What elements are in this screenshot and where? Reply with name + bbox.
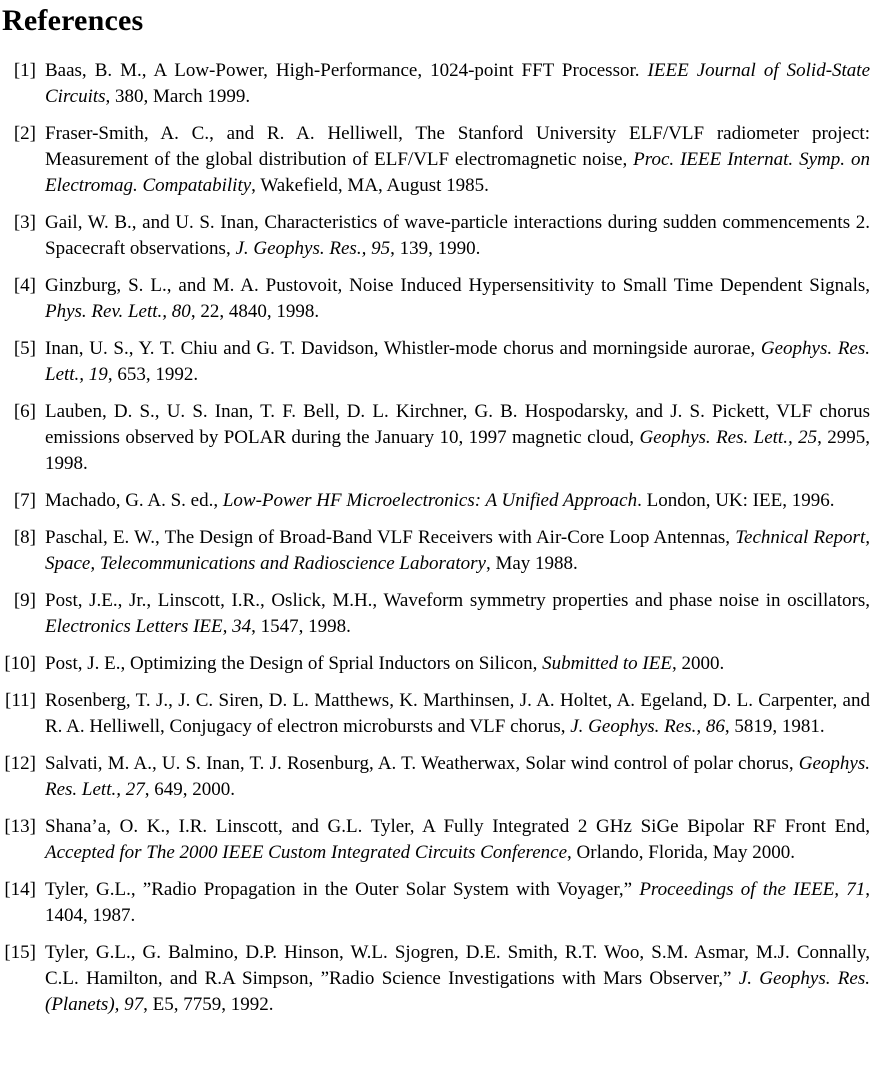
reference-text — [45, 877, 870, 929]
reference-text — [45, 273, 870, 325]
reference-text — [45, 588, 870, 640]
reference-segment-italic: J. Geophys. Res. (Planets), 97 — [45, 968, 870, 1015]
reference-item — [2, 940, 870, 1018]
reference-segment: , Wakefield, MA, August 1985. — [251, 175, 489, 196]
reference-label: [6] — [13, 401, 36, 422]
reference-segment-italic: Proc. IEEE Internat. Symp. on Electromag. Compatability — [45, 149, 870, 196]
reference-label: [9] — [13, 590, 36, 611]
reference-segment: Tyler, G.L., ”Radio Propagation in the Outer Solar System with Voyager,” — [45, 879, 640, 900]
reference-text — [45, 336, 870, 388]
reference-segment: , 2000. — [671, 653, 725, 674]
reference-segment: Lauben, D. S., U. S. Inan, T. F. Bell, D. L. Kirchner, G. B. Hospodarsky, and J. S. Pickett, VLF chorus emissions observed by POLAR during the January 10, 1997 magnetic cloud, — [45, 401, 870, 448]
reference-label: [15] — [4, 942, 36, 963]
reference-item — [2, 525, 870, 577]
reference-segment: , 649, 2000. — [144, 779, 235, 800]
reference-item — [2, 121, 870, 199]
reference-item — [2, 651, 870, 677]
reference-item — [2, 588, 870, 640]
reference-text — [45, 525, 870, 577]
reference-segment: Rosenberg, T. J., J. C. Siren, D. L. Matthews, K. Marthinsen, J. A. Holtet, A. Egeland, D. L. Carpenter, and R. A. Helliwell, Conjugacy of electron microbursts and VLF chorus, — [45, 690, 870, 737]
reference-text — [45, 688, 870, 740]
reference-label: [2] — [13, 123, 36, 144]
reference-segment: Paschal, E. W., The Design of Broad-Band VLF Receivers with Air-Core Loop Antennas, — [45, 527, 736, 548]
reference-label: [5] — [13, 338, 36, 359]
reference-segment: Post, J.E., Jr., Linscott, I.R., Oslick, M.H., Waveform symmetry properties and phase noise in oscillators, — [45, 590, 870, 611]
reference-label: [7] — [13, 490, 36, 511]
reference-item — [2, 488, 870, 514]
reference-label: [1] — [13, 60, 36, 81]
reference-label: [8] — [13, 527, 36, 548]
reference-item — [2, 210, 870, 262]
reference-text — [45, 751, 870, 803]
reference-item — [2, 399, 870, 477]
reference-segment: Ginzburg, S. L., and M. A. Pustovoit, Noise Induced Hypersensitivity to Small Time Dependent Signals, — [45, 275, 870, 296]
reference-segment: , Orlando, Florida, May 2000. — [567, 842, 796, 863]
reference-segment: Shana’a, O. K., I.R. Linscott, and G.L. Tyler, A Fully Integrated 2 GHz SiGe Bipolar RF Front End, — [45, 816, 870, 837]
reference-segment: , 380, March 1999. — [105, 86, 251, 107]
reference-segment: , 139, 1990. — [390, 238, 481, 259]
reference-segment-italic: J. Geophys. Res., 95 — [235, 238, 391, 259]
reference-text — [45, 210, 870, 262]
reference-label: [12] — [4, 753, 36, 774]
reference-segment-italic: Phys. Rev. Lett., 80 — [45, 301, 191, 322]
reference-segment-italic: Electronics Letters IEE, 34 — [45, 616, 252, 637]
reference-segment-italic: Low-Power HF Microelectronics: A Unified Approach — [222, 490, 638, 511]
reference-segment: Gail, W. B., and U. S. Inan, Characteristics of wave-particle interactions during sudden commencements 2. Spacecraft observations, — [45, 212, 870, 259]
reference-segment: Post, J. E., Optimizing the Design of Sprial Inductors on Silicon, — [45, 653, 543, 674]
reference-segment-italic: Geophys. Res. Lett., 25 — [639, 427, 818, 448]
reference-segment: , E5, 7759, 1992. — [143, 994, 274, 1015]
reference-text — [45, 940, 870, 1018]
reference-label: [11] — [5, 690, 36, 711]
reference-label: [14] — [4, 879, 36, 900]
reference-segment: , 5819, 1981. — [724, 716, 825, 737]
reference-label: [4] — [13, 275, 36, 296]
reference-segment-italic: Accepted for The 2000 IEEE Custom Integrated Circuits Conference — [45, 842, 568, 863]
reference-item — [2, 58, 870, 110]
reference-segment: Salvati, M. A., U. S. Inan, T. J. Rosenburg, A. T. Weatherwax, Solar wind control of polar chorus, — [45, 753, 799, 774]
reference-segment-italic: IEEE Journal of Solid-State Circuits — [45, 60, 871, 107]
reference-item — [2, 751, 870, 803]
reference-segment: , 1404, 1987. — [45, 879, 870, 926]
references-list — [2, 58, 870, 1018]
reference-item — [2, 688, 870, 740]
reference-text — [45, 814, 870, 866]
reference-segment: , 2995, 1998. — [45, 427, 871, 474]
reference-segment: Fraser-Smith, A. C., and R. A. Helliwell, The Stanford University ELF/VLF radiometer project: Measurement of the global distribution of ELF/VLF electromagnetic noise, — [45, 123, 870, 170]
reference-segment: , 22, 4840, 1998. — [190, 301, 320, 322]
reference-label: [13] — [4, 816, 36, 837]
reference-segment: . London, UK: IEE, 1996. — [637, 490, 835, 511]
reference-segment: , 653, 1992. — [107, 364, 199, 385]
reference-segment: Tyler, G.L., G. Balmino, D.P. Hinson, W.L. Sjogren, D.E. Smith, R.T. Woo, S.M. Asmar, M.J. Connally, C.L. Hamilton, and R.A Simpson, ”Radio Science Investigations with Mars Observer,” — [45, 942, 870, 989]
reference-item — [2, 877, 870, 929]
reference-segment-italic: Geophys. Res. Lett., 19 — [45, 338, 870, 385]
reference-text — [45, 58, 870, 110]
reference-segment-italic: Technical Report, Space, Telecommunications and Radioscience Laboratory — [45, 527, 870, 574]
reference-segment: , May 1988. — [485, 553, 578, 574]
reference-segment: Inan, U. S., Y. T. Chiu and G. T. Davidson, Whistler-mode chorus and morningside aurorae, — [45, 338, 761, 359]
reference-text — [45, 399, 870, 477]
reference-segment-italic: Geophys. Res. Lett., 27 — [45, 753, 870, 800]
reference-segment: , 1547, 1998. — [251, 616, 351, 637]
reference-text — [45, 488, 870, 514]
reference-item — [2, 814, 870, 866]
reference-label: [3] — [13, 212, 36, 233]
reference-item — [2, 273, 870, 325]
reference-item — [2, 336, 870, 388]
page-title: References — [2, 4, 144, 37]
reference-label: [10] — [4, 653, 36, 674]
reference-text — [45, 651, 870, 677]
reference-segment: Machado, G. A. S. ed., — [45, 490, 223, 511]
reference-segment-italic: Submitted to IEE — [542, 653, 672, 674]
reference-segment-italic: Proceedings of the IEEE, 71 — [639, 879, 866, 900]
reference-text — [45, 121, 870, 199]
reference-segment-italic: J. Geophys. Res., 86 — [570, 716, 725, 737]
reference-segment: Baas, B. M., A Low-Power, High-Performance, 1024-point FFT Processor. — [45, 60, 648, 81]
